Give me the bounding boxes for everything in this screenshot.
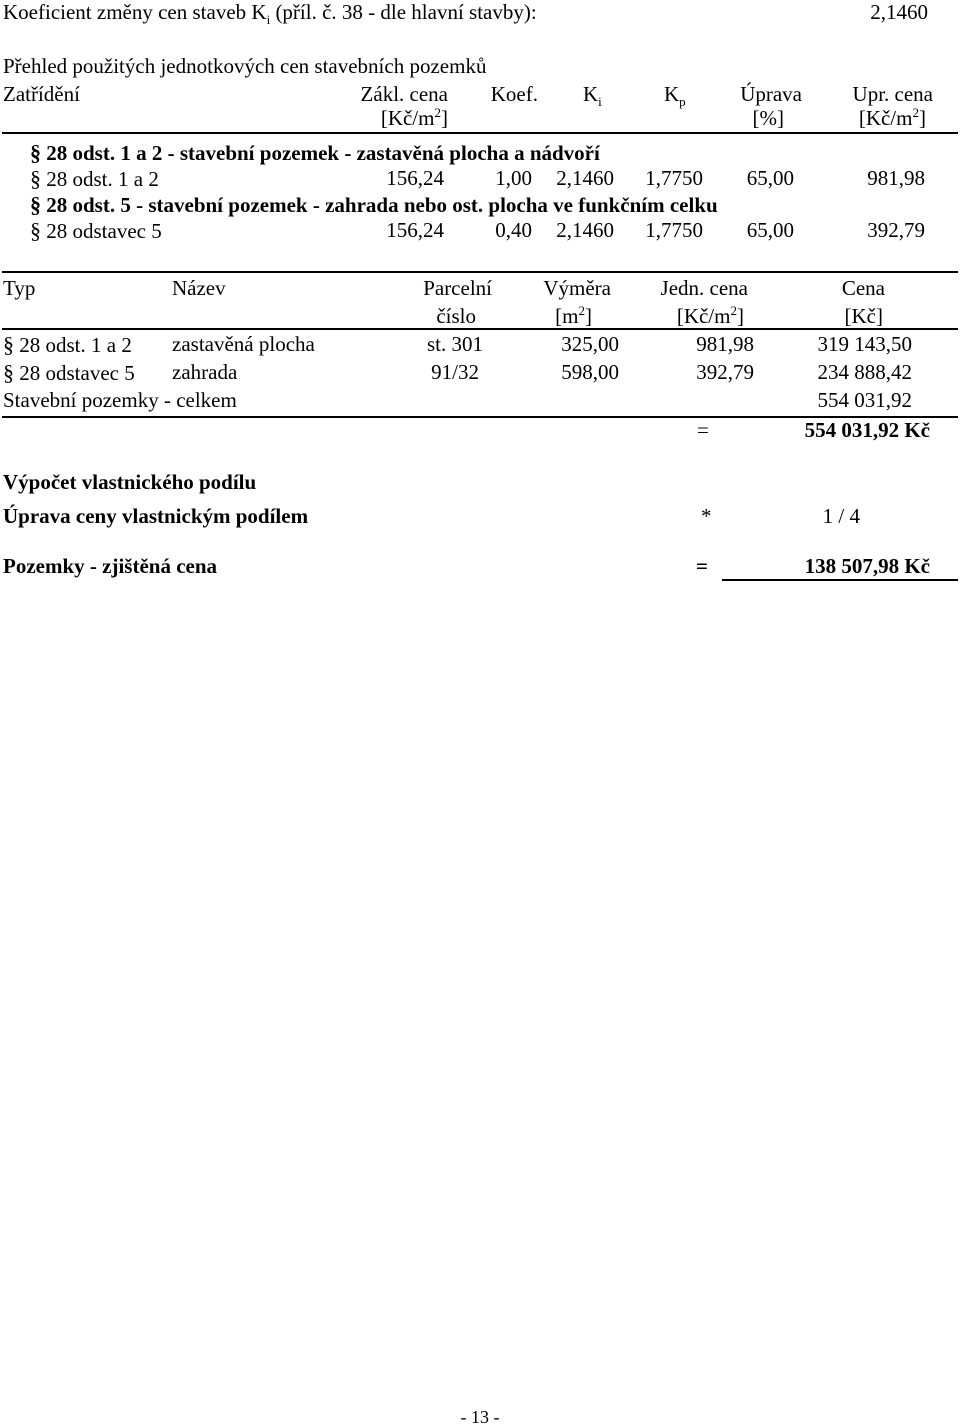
parcels-total-value: 554 031,92 xyxy=(817,388,912,412)
header-unit-price-unit: $[Kč/m^2]$ xyxy=(676,303,744,328)
parcel-row-name: zastavěná plocha xyxy=(172,332,315,356)
parcel-row-name: zahrada xyxy=(172,360,238,384)
ownership-share: 1 / 4 xyxy=(822,504,860,528)
row-ki: 2,1460 xyxy=(556,218,614,242)
parcel-row-number: st. 301 xyxy=(426,332,483,356)
result-value: 138 507,98 Kč xyxy=(804,554,930,578)
parcels-total-label: Stavební pozemky - celkem xyxy=(3,388,237,412)
parcel-row-price: 234 888,42 xyxy=(817,360,912,384)
parcel-row-unit-price: 392,79 xyxy=(696,360,754,384)
header-name: Název xyxy=(172,276,226,300)
parcel-row-number: 91/32 xyxy=(431,360,479,384)
header-unit-price: Jedn. cena xyxy=(660,276,748,300)
ownership-title: Výpočet vlastnického podílu xyxy=(3,470,257,494)
total-equals: = xyxy=(697,418,709,442)
row-adjust: 65,00 xyxy=(746,218,794,242)
parcel-row-price: 319 143,50 xyxy=(817,332,912,356)
header-price-unit: [Kč] xyxy=(844,304,883,328)
row-coef: 0,40 xyxy=(495,218,532,242)
header-base-price: Zákl. cena xyxy=(360,82,448,106)
group-row-label: § 28 odstavec 5 xyxy=(30,218,162,243)
row-adjusted-price: 392,79 xyxy=(867,218,925,242)
header-kp: $K_p$ xyxy=(664,82,686,110)
page-number: - 13 - xyxy=(460,1407,500,1427)
parcel-row-area: 598,00 xyxy=(561,360,619,384)
header-divider xyxy=(2,132,958,134)
parcel-row-type: § 28 odstavec 5 xyxy=(3,360,135,385)
header-type: Typ xyxy=(3,276,36,300)
group-row-label: § 28 odst. 1 a 2 xyxy=(30,166,159,191)
coefficient-label: Koeficient změny cen staveb $K_i$ (příl. č. 38 - dle hlavní stavby): xyxy=(3,0,537,28)
header-price: Cena xyxy=(841,276,885,300)
group-heading: § 28 odst. 5 - stavební pozemek - zahrada nebo ost. plocha ve funkčním celku xyxy=(30,192,718,217)
parcel-row-unit-price: 981,98 xyxy=(696,332,754,356)
header-coef: Koef. xyxy=(490,82,538,106)
parcel-row-area: 325,00 xyxy=(561,332,619,356)
header-base-price-unit: $[Kč/m^2]$ xyxy=(380,105,448,130)
row-base-price: 156,24 xyxy=(386,218,444,242)
header-ki: $K_i$ xyxy=(583,82,602,110)
row-kp: 1,7750 xyxy=(645,218,703,242)
header-adjusted-price: Upr. cena xyxy=(852,82,933,106)
header-classification: Zatřídění xyxy=(3,82,80,106)
parcels-top-divider xyxy=(2,271,958,273)
header-adjust-unit: [%] xyxy=(752,106,784,130)
row-kp: 1,7750 xyxy=(645,166,703,190)
row-adjusted-price: 981,98 xyxy=(867,166,925,190)
parcels-header-divider xyxy=(2,328,958,330)
header-parcel-number-2: číslo xyxy=(436,304,476,328)
result-underline xyxy=(722,579,958,581)
parcels-total-final: 554 031,92 Kč xyxy=(804,418,930,442)
result-equals: = xyxy=(696,554,708,578)
header-adjust: Úprava xyxy=(740,82,802,106)
land-prices-title: Přehled použitých jednotkových cen stavebních pozemků xyxy=(3,54,487,78)
ownership-adjust-label: Úprava ceny vlastnickým podílem xyxy=(3,504,309,528)
parcel-row-type: § 28 odst. 1 a 2 xyxy=(3,332,132,357)
ownership-operator: * xyxy=(701,504,712,528)
row-adjust: 65,00 xyxy=(746,166,794,190)
row-base-price: 156,24 xyxy=(386,166,444,190)
result-label: Pozemky - zjištěná cena xyxy=(3,554,218,578)
header-adjusted-price-unit: $[Kč/m^2]$ xyxy=(858,105,926,130)
header-area: Výměra xyxy=(543,276,611,300)
header-area-unit: $[m^2]$ xyxy=(555,303,592,328)
header-parcel-number: Parcelní xyxy=(423,276,492,300)
coefficient-value: 2,1460 xyxy=(870,0,928,24)
row-coef: 1,00 xyxy=(495,166,532,190)
group-heading: § 28 odst. 1 a 2 - stavební pozemek - zastavěná plocha a nádvoří xyxy=(30,140,600,165)
row-ki: 2,1460 xyxy=(556,166,614,190)
